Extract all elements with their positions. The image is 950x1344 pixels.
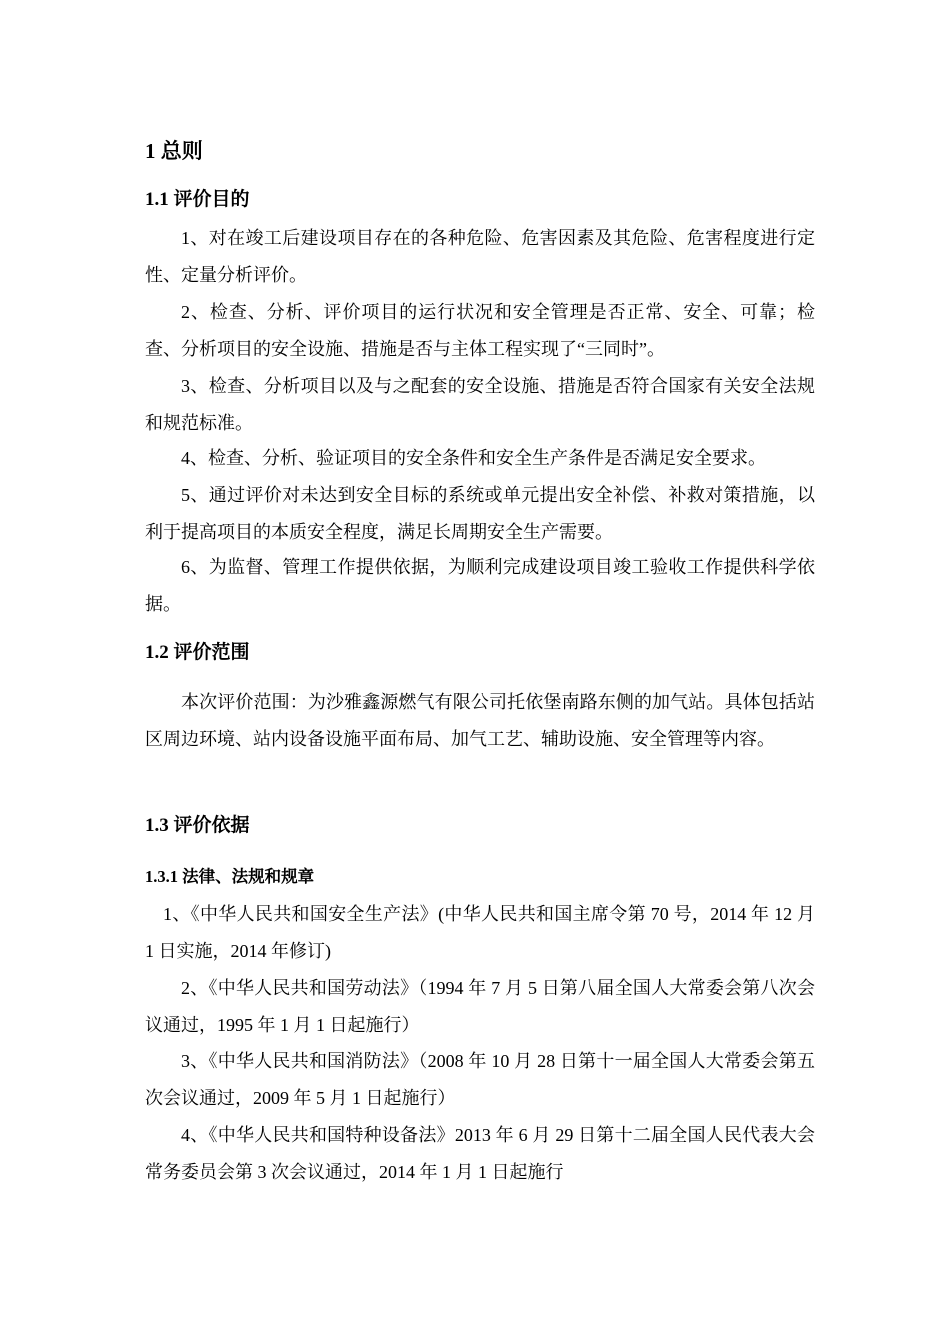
section-title-basis: 1.3 评价依据 [145, 815, 250, 836]
purpose-item-2: 2、检查、分析、评价项目的运行状况和安全管理是否正常、安全、可靠；检查、分析项目的安全设施、措施是否与主体工程实现了“三同时”。 [145, 302, 815, 359]
scope-text: 本次评价范围：为沙雅鑫源燃气有限公司托依堡南路东侧的加气站。具体包括站区周边环境、站内设备设施平面布局、加气工艺、辅助设施、安全管理等内容。 [145, 692, 815, 749]
purpose-item-1: 1、对在竣工后建设项目存在的各种危险、危害因素及其危险、危害程度进行定性、定量分析评价。 [145, 228, 815, 285]
subsection-title-laws: 1.3.1 法律、法规和规章 [145, 867, 315, 886]
law-item-1: 1、《中华人民共和国安全生产法》(中华人民共和国主席令第 70 号，2014 年 12 月 1 日实施，2014 年修订) [145, 904, 815, 961]
purpose-item-3: 3、检查、分析项目以及与之配套的安全设施、措施是否符合国家有关安全法规和规范标准。 [145, 376, 815, 433]
law-item-2: 2、《中华人民共和国劳动法》（1994 年 7 月 5 日第八届全国人大常委会第八次会议通过，1995 年 1 月 1 日起施行） [145, 978, 815, 1035]
law-item-3: 3、《中华人民共和国消防法》（2008 年 10 月 28 日第十一届全国人大常委会第五次会议通过，2009 年 5 月 1 日起施行） [145, 1051, 815, 1108]
purpose-item-4: 4、检查、分析、验证项目的安全条件和安全生产条件是否满足安全要求。 [181, 448, 766, 468]
chapter-title: 1 总则 [145, 139, 203, 163]
section-title-scope: 1.2 评价范围 [145, 642, 250, 663]
purpose-item-5: 5、通过评价对未达到安全目标的系统或单元提出安全补偿、补救对策措施，以利于提高项目的本质安全程度，满足长周期安全生产需要。 [145, 485, 815, 542]
purpose-item-6: 6、为监督、管理工作提供依据，为顺利完成建设项目竣工验收工作提供科学依据。 [145, 557, 815, 614]
section-title-purpose: 1.1 评价目的 [145, 189, 250, 210]
law-item-4: 4、《中华人民共和国特种设备法》2013 年 6 月 29 日第十二届全国人民代表大会常务委员会第 3 次会议通过，2014 年 1 月 1 日起施行 [145, 1125, 815, 1182]
